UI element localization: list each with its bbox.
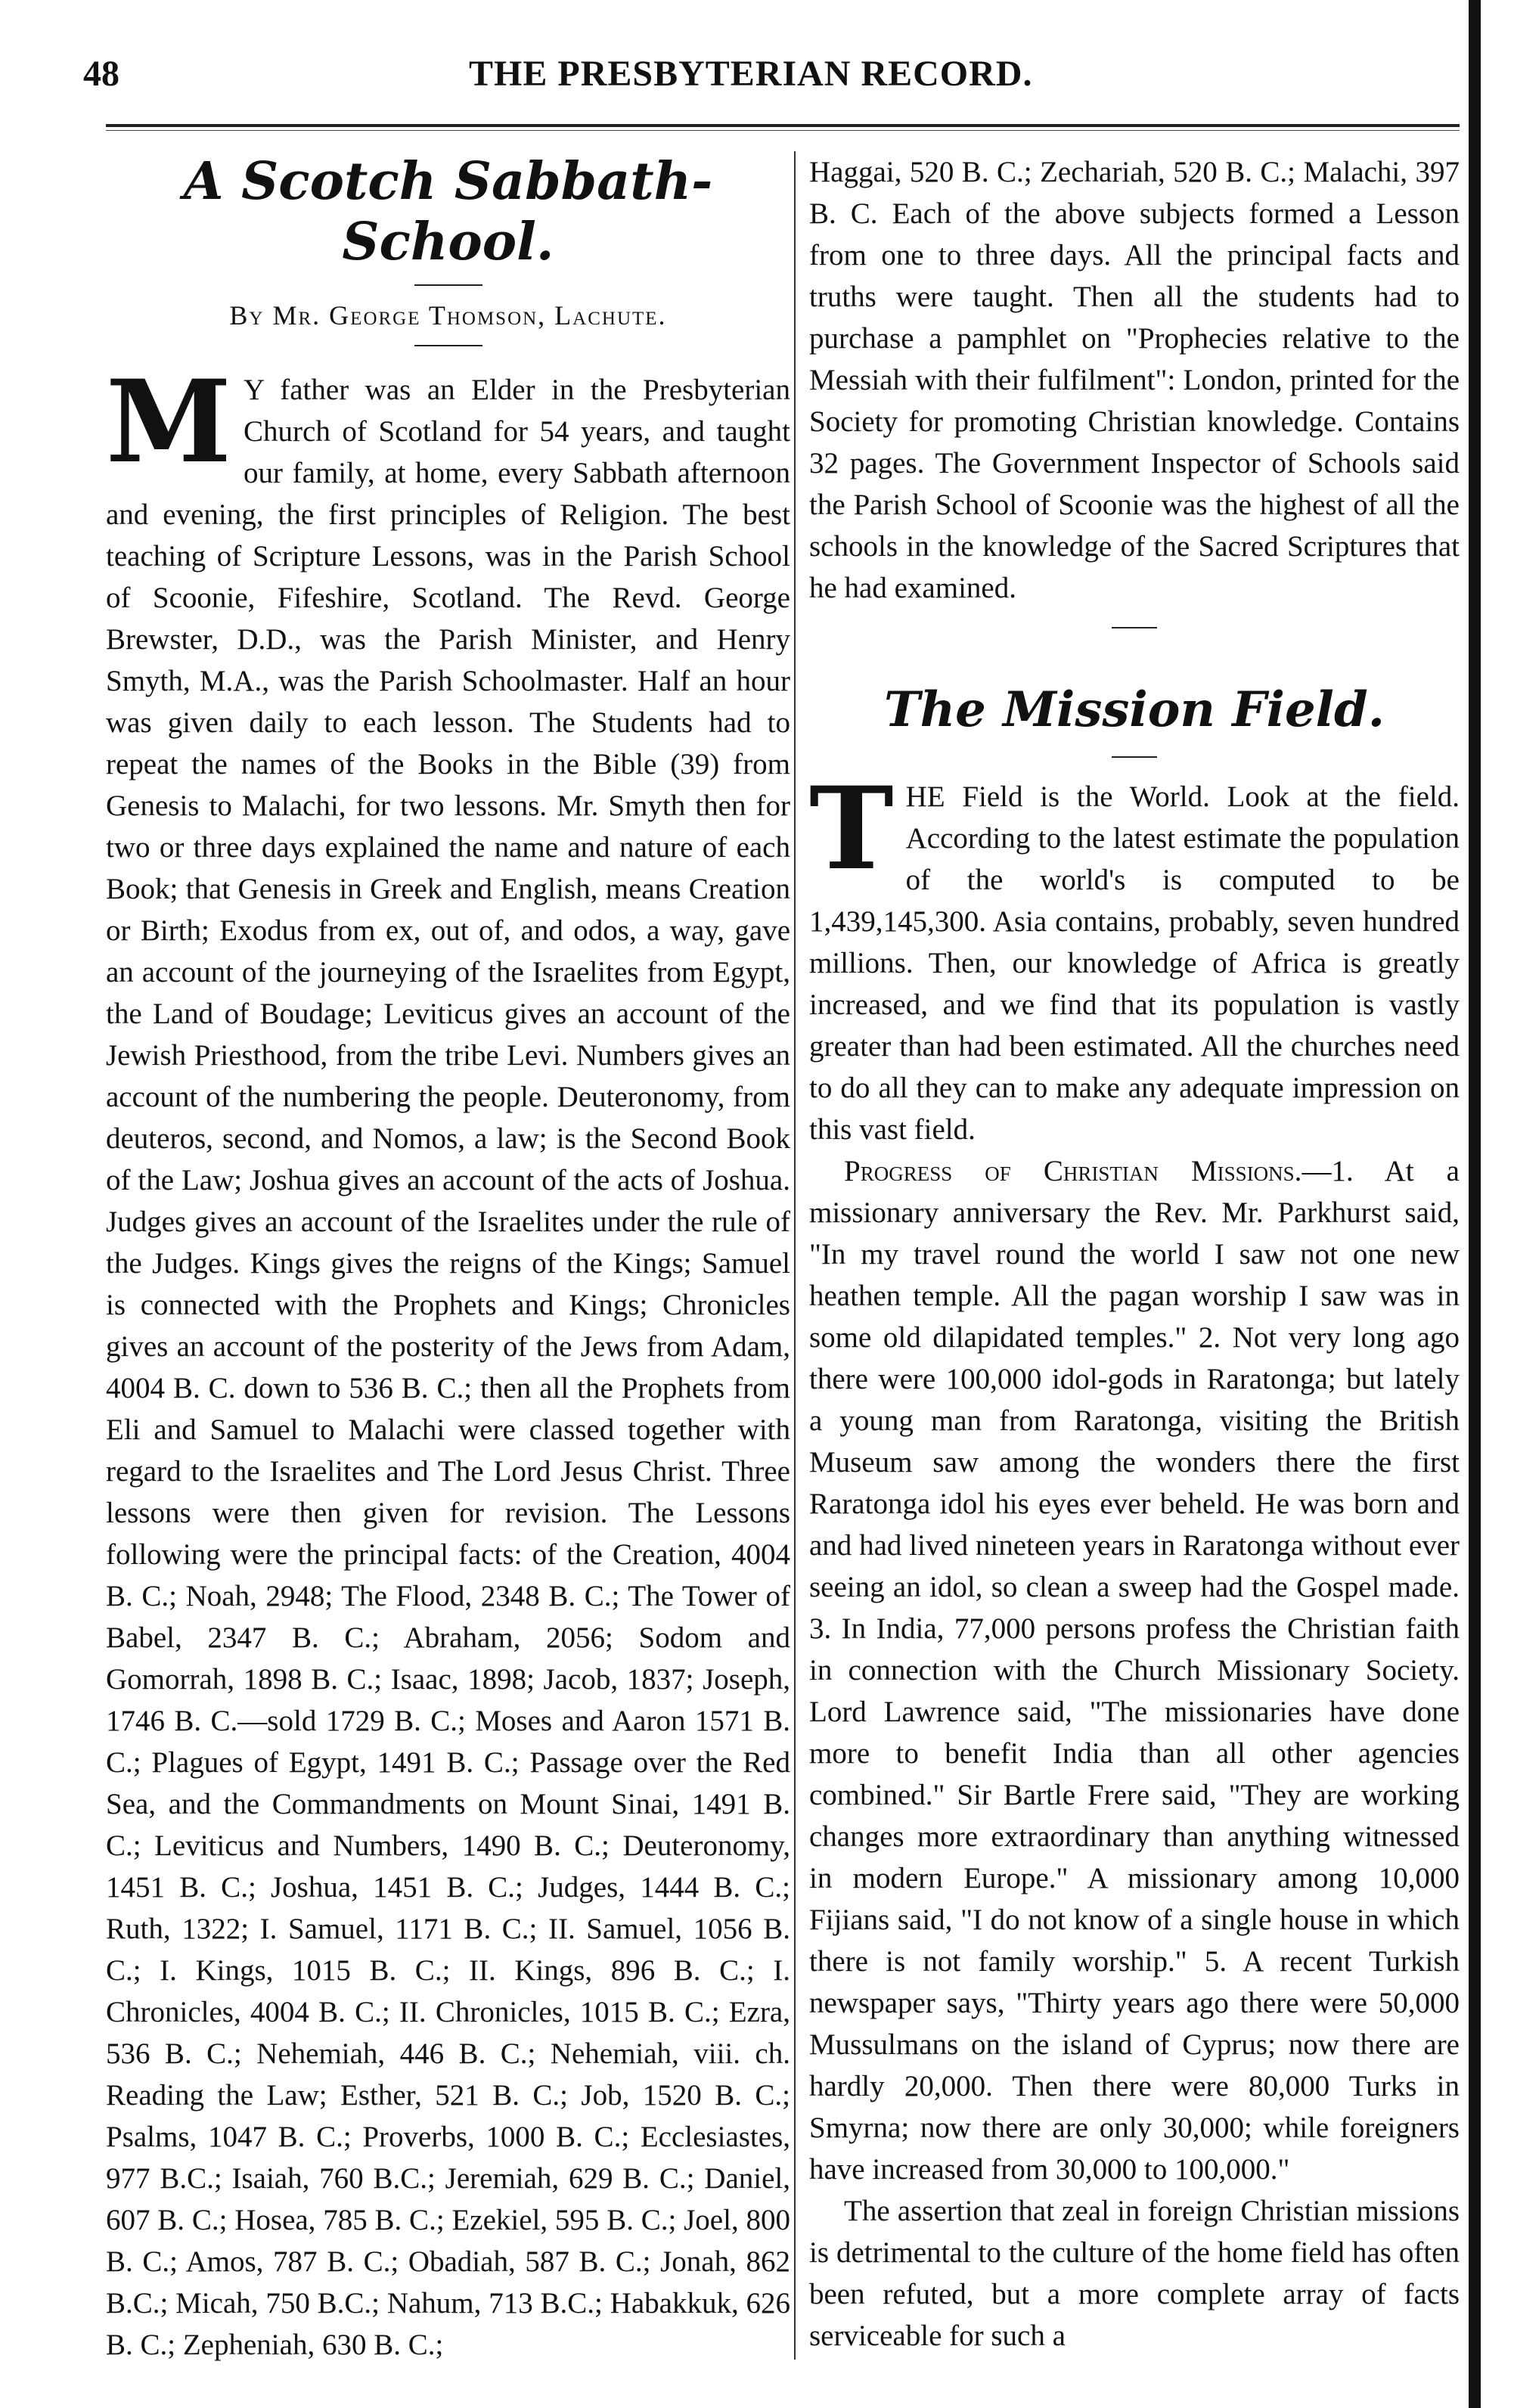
page-edge-bar	[1469, 0, 1481, 2408]
progress-heading: Progress of Christian Missions.	[844, 1155, 1302, 1187]
drop-cap-m: M	[106, 355, 232, 489]
drop-cap-t: T	[809, 762, 894, 895]
page-number: 48	[83, 54, 119, 94]
section-separator	[1112, 627, 1157, 628]
running-title: THE PRESBYTERIAN RECORD.	[469, 54, 1033, 94]
section-title-rule	[1112, 756, 1157, 758]
section-title: The Mission Field.	[884, 681, 1385, 738]
closing-paragraph: The assertion that zeal in foreign Christian missions is detrimental to the culture of the home field has often been refuted, but a more complete array of facts serviceable for such a	[809, 2195, 1460, 2352]
article-title: A Scotch Sabbath-School.	[183, 151, 713, 272]
right-column	[809, 151, 1460, 2357]
header-rule-thin	[106, 130, 1460, 131]
mission-intro-text: HE Field is the World. Look at the field. According to the latest estimate the population of the world's is computed to be 1,439,145,300. Asia contains, probably, seven hundred millions. Then, our knowledge of Africa is greatly increased, and we find that its population is vastly greater than had been estimated. All the churches need to do all they can to make any adequate impression on this vast field.	[809, 780, 1460, 1146]
progress-text: —1. At a missionary anniversary the Rev. Mr. Parkhurst said, "In my travel round the world I saw not one new heathen temple. All the pagan worship I saw was in some old dilapidated temples." 2. Not very long ago there were 100,000 idol-gods in Raratonga; but lately a young man from Raratonga, visiting the British Museum saw among the wonders there the first Raratonga idol his eyes ever beheld. He was born and and had lived nineteen years in Raratonga without ever seeing an idol, so clean a sweep had the Gospel made. 3. In India, 77,000 persons profess the Christian faith in connection with the Church Missionary Society. Lord Lawrence said, "The missionaries have done more to benefit India than all other agencies combined." Sir Bartle Frere said, "They are working changes more extraordinary than anything witnessed in modern Europe." A missionary among 10,000 Fijians said, "I do not know of a single house in which there is not family worship." 5. A recent Turkish newspaper says, "Thirty years ago there were 50,000 Mussulmans on the island of Cyprus; now there are hardly 20,000. Then there were 80,000 Turks in Smyrna; now there are only 30,000; while foreigners have increased from 30,000 to 100,000."	[809, 1155, 1460, 2186]
header-rule	[106, 124, 1460, 127]
left-column	[106, 151, 790, 2366]
article-continuation: Haggai, 520 B. C.; Zechariah, 520 B. C.; Malachi, 397 B. C. Each of the above subjects formed a Lesson from one to three days. All the principal facts and truths were taught. Then all the students had to purchase a pamphlet on "Prophecies relative to the Messiah with their fulfilment": London, printed for the Society for promoting Christian knowledge. Contains 32 pages. The Government Inspector of Schools said the Parish School of Scoonie was the highest of all the schools in the knowledge of the Sacred Scriptures that he had examined.	[809, 156, 1460, 604]
article-body	[106, 355, 790, 2366]
byline: By Mr. George Thomson, Lachute.	[229, 300, 667, 330]
title-rule	[414, 284, 482, 286]
mission-intro	[809, 762, 1460, 1150]
byline-rule	[414, 345, 482, 346]
page-header	[83, 53, 1460, 113]
article-body-text: Y father was an Elder in the Presbyterian Church of Scotland for 54 years, and taught our family, at home, every Sabbath afternoon and evening, the first principles of Religion. The best teaching of Scripture Lessons, was in the Parish School of Scoonie, Fifeshire, Scotland. The Revd. George Brewster, D.D., was the Parish Minister, and Henry Smyth, M.A., was the Parish Schoolmaster. Half an hour was given daily to each lesson. The Students had to repeat the names of the Books in the Bible (39) from Genesis to Malachi, for two lessons. Mr. Smyth then for two or three days explained the name and nature of each Book; that Genesis in Greek and English, means Creation or Birth; Exodus from ex, out of, and odos, a way, gave an account of the journeying of the Israelites from Egypt, the Land of Boudage; Leviticus gives an account of the Jewish Priesthood, from the tribe Levi. Numbers gives an account of the numbering the people. Deuteronomy, from deuteros, second, and Nomos, a law; is the Second Book of the Law; Joshua gives an account of the acts of Joshua. Judges gives an account of the Israelites under the rule of the Judges. Kings gives the reigns of the Kings; Samuel is connected with the Prophets and Kings; Chronicles gives an account of the posterity of the Jews from Adam, 4004 B. C. down to 536 B. C.; then all the Prophets from Eli and Samuel to Malachi were classed together with regard to the Israelites and The Lord Jesus Christ. Three lessons were then given for revision. The Lessons following were the principal facts: of the Creation, 4004 B. C.; Noah, 2948; The Flood, 2348 B. C.; The Tower of Babel, 2347 B. C.; Abraham, 2056; Sodom and Gomorrah, 1898 B. C.; Isaac, 1898; Jacob, 1837; Joseph, 1746 B. C.—sold 1729 B. C.; Moses and Aaron 1571 B. C.; Plagues of Egypt, 1491 B. C.; Passage over the Red Sea, and the Commandments on Mount Sinai, 1491 B. C.; Leviticus and Numbers, 1490 B. C.; Deuteronomy, 1451 B. C.; Joshua, 1451 B. C.; Judges, 1444 B. C.; Ruth, 1322; I. Samuel, 1171 B. C.; II. Samuel, 1056 B. C.; I. Kings, 1015 B. C.; II. Kings, 896 B. C.; I. Chronicles, 4004 B. C.; II. Chronicles, 1015 B. C.; Ezra, 536 B. C.; Nehemiah, 446 B. C.; Nehemiah, viii. ch. Reading the Law; Esther, 521 B. C.; Job, 1520 B. C.; Psalms, 1047 B. C.; Proverbs, 1000 B. C.; Ecclesiastes, 977 B.C.; Isaiah, 760 B.C.; Jeremiah, 629 B. C.; Daniel, 607 B. C.; Hosea, 785 B. C.; Ezekiel, 595 B. C.; Joel, 800 B. C.; Amos, 787 B. C.; Obadiah, 587 B. C.; Jonah, 862 B.C.; Micah, 750 B.C.; Nahum, 713 B.C.; Habakkuk, 626 B. C.; Zepheniah, 630 B. C.;	[106, 374, 790, 2361]
column-divider	[794, 151, 796, 2360]
progress-paragraph	[809, 1150, 1460, 2190]
